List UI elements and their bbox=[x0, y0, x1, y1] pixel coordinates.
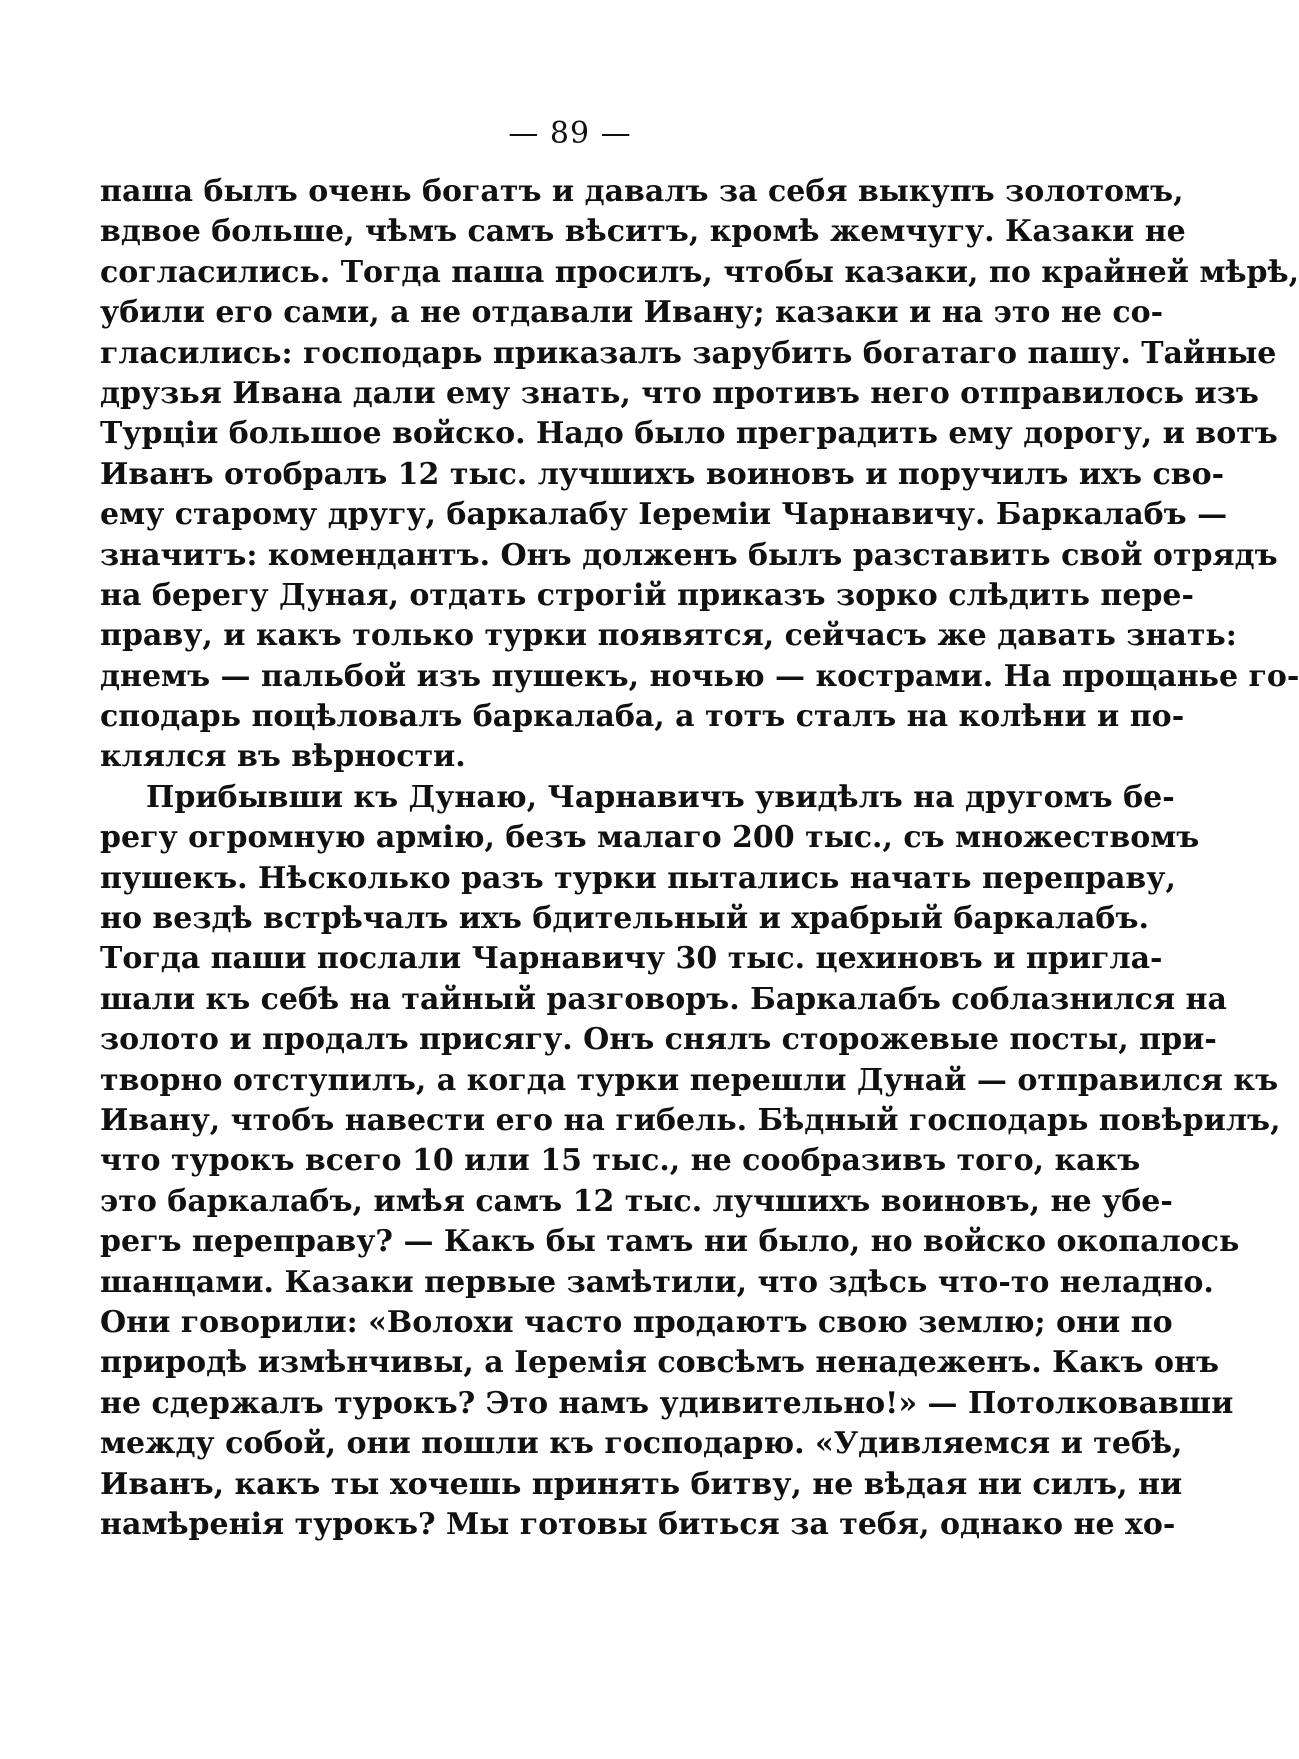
text-line: это баркалабъ, имѣя самъ 12 тыс. лучшихъ воиновъ, не убе- bbox=[100, 1183, 1173, 1219]
text-line: намѣренія турокъ? Мы готовы биться за тебя, однако не хо- bbox=[100, 1506, 1176, 1542]
text-line: Прибывши къ Дунаю, Чарнавичъ увидѣлъ на другомъ бе- bbox=[146, 779, 1175, 815]
paragraph-1 bbox=[100, 172, 1299, 778]
text-line: творно отступилъ, а когда турки перешли Дунай — отправился къ bbox=[100, 1062, 1279, 1098]
text-line: гласились: господарь приказалъ зарубить богатаго пашу. Тайные bbox=[100, 335, 1277, 371]
text-line: праву, и какъ только турки появятся, сейчасъ же давать знать: bbox=[100, 618, 1237, 654]
text-line: золото и продалъ присягу. Онъ снялъ сторожевые посты, при- bbox=[100, 1022, 1217, 1058]
text-line: регъ переправу? — Какъ бы тамъ ни было, но войско окопалось bbox=[100, 1224, 1240, 1260]
text-line: на берегу Дуная, отдать строгій приказъ зорко слѣдить пере- bbox=[100, 577, 1194, 613]
paragraph-2 bbox=[100, 778, 1281, 1545]
text-line: пушекъ. Нѣсколько разъ турки пытались начать переправу, bbox=[100, 860, 1176, 896]
text-line: убили его сами, а не отдавали Ивану; казаки и на это не со- bbox=[100, 295, 1164, 331]
text-line: значитъ: комендантъ. Онъ долженъ былъ разставить свой отрядъ bbox=[100, 537, 1278, 573]
page-number: — 89 — bbox=[508, 116, 632, 151]
text-line: Ивану, чтобъ навести его на гибель. Бѣдный господарь повѣрилъ, bbox=[100, 1102, 1281, 1138]
text-line: клялся въ вѣрности. bbox=[100, 739, 466, 775]
text-line: Иванъ, какъ ты хочешь принять битву, не вѣдая ни силъ, ни bbox=[100, 1466, 1183, 1502]
text-line: друзья Ивана дали ему знать, что противъ него отправилось изъ bbox=[100, 375, 1259, 411]
text-line: природѣ измѣнчивы, а Іеремія совсѣмъ ненадеженъ. Какъ онъ bbox=[100, 1345, 1219, 1381]
text-line: шали къ себѣ на тайный разговоръ. Баркалабъ соблазнился на bbox=[100, 981, 1227, 1017]
text-line: согласились. Тогда паша просилъ, чтобы казаки, по крайней мѣрѣ, bbox=[100, 254, 1299, 290]
text-line: Иванъ отобралъ 12 тыс. лучшихъ воиновъ и поручилъ ихъ сво- bbox=[100, 456, 1225, 492]
text-line: Турціи большое войско. Надо было преградить ему дорогу, и вотъ bbox=[100, 416, 1278, 452]
text-line: вдвое больше, чѣмъ самъ вѣситъ, кромѣ жемчугу. Казаки не bbox=[100, 214, 1186, 250]
text-line: не сдержалъ турокъ? Это намъ удивительно!» — Потолковавши bbox=[100, 1385, 1234, 1421]
text-line: сподарь поцѣловалъ баркалаба, а тотъ сталъ на колѣни и по- bbox=[100, 699, 1185, 735]
text-line: паша былъ очень богатъ и давалъ за себя выкупъ золотомъ, bbox=[100, 174, 1184, 209]
text-line: днемъ — пальбой изъ пушекъ, ночью — кострами. На прощанье го- bbox=[100, 658, 1299, 694]
text-line: что турокъ всего 10 или 15 тыс., не сообразивъ того, какъ bbox=[100, 1143, 1141, 1179]
text-line: между собой, они пошли къ господарю. «Удивляемся и тебѣ, bbox=[100, 1426, 1183, 1462]
text-line: регу огромную армію, безъ малаго 200 тыс., съ множествомъ bbox=[100, 820, 1200, 856]
text-line: шанцами. Казаки первые замѣтили, что здѣсь что-то неладно. bbox=[100, 1264, 1214, 1300]
body-text bbox=[100, 172, 1299, 1545]
text-line: но вездѣ встрѣчалъ ихъ бдительный и храбрый баркалабъ. bbox=[100, 901, 1149, 937]
text-line: Они говорили: «Волохи часто продаютъ свою землю; они по bbox=[100, 1304, 1173, 1340]
text-line: ему старому другу, баркалабу Іереміи Чарнавичу. Баркалабъ — bbox=[100, 497, 1228, 533]
text-line: Тогда паши послали Чарнавичу 30 тыс. цехиновъ и пригла- bbox=[100, 941, 1163, 977]
